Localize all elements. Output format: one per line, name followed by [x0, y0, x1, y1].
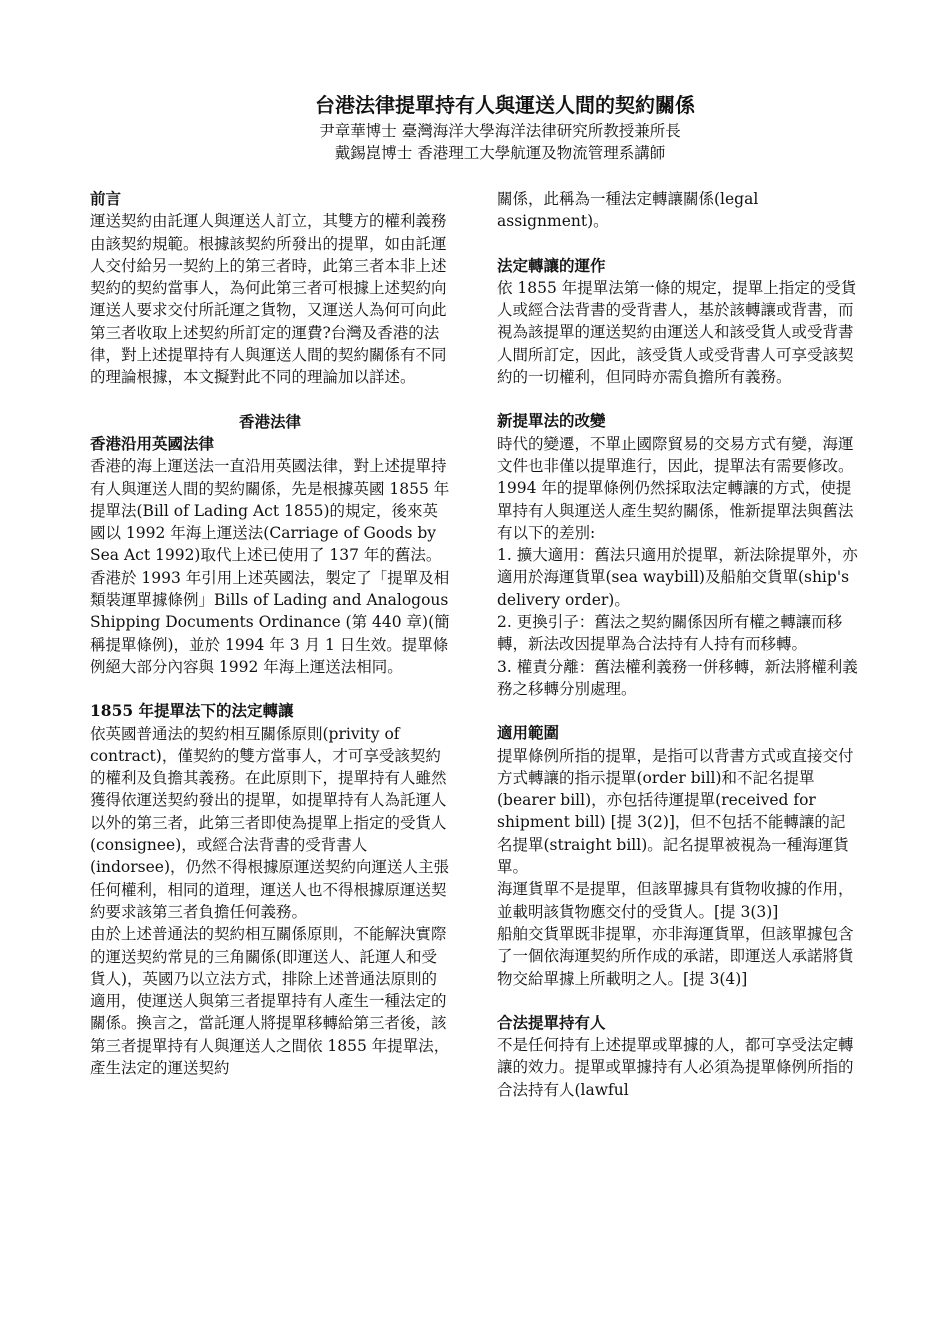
- paragraph-lawful-holder: 不是任何持有上述提單或單據的人，都可享受法定轉讓的效力。提單或單據持有人必須為提單條例所指的合法持有人(lawful: [497, 1036, 854, 1099]
- right-column: [497, 188, 859, 1101]
- subheading-1855-act: 1855 年提單法下的法定轉讓: [90, 701, 294, 721]
- list-item: 3. 權責分離：舊法權利義務一併移轉，新法將權利義務之移轉分別處理。: [497, 657, 858, 698]
- subheading-scope: 適用範圍: [497, 723, 560, 743]
- list-item: 1. 擴大適用：舊法只適用於提單，新法除提單外，亦適用於海運貨單(sea waybill)及船舶交貨單(ship's delivery order)。: [497, 546, 858, 609]
- paragraph-scope-2: 海運貨單不是提單，但該單據具有貨物收據的作用，並載明該貨物應交付的受貨人。[提 3(3)]: [497, 880, 854, 921]
- author-line-2: 戴錫崑博士 香港理工大學航運及物流管理系講師: [334, 144, 666, 162]
- paragraph-scope-1: 提單條例所指的提單，是指可以背書方式或直接交付方式轉讓的指示提單(order bill)和不記名提單(bearer bill)，亦包括待運提單(received for shipment bill) [提 3(2)]，但不包括不能轉讓的記名提單(straight bill)。記名提單被視為一種海運貨單。: [497, 746, 854, 877]
- paragraph-foreword: 運送契約由託運人與運送人訂立，其雙方的權利義務由該契約規範。根據該契約所發出的提單，如由託運人交付給另一契約上的第三者時，此第三者本非上述契約的契約當事人，為何此第三者可根據上述契約向運送人要求交付所託運之貨物，又運送人為何可向此第三者收取上述契約所訂定的運費?台灣及香港的法律，對上述提單持有人與運送人間的契約關係有不同的理論根據，本文擬對此不同的理論加以詳述。: [90, 212, 447, 387]
- paragraph-hk-2: 香港於 1993 年引用上述英國法，製定了「提單及相類裝運單據條例」Bills of Lading and Analogous Shipping Documents Ordinance (第 440 章)(簡稱提單條例)，並於 1994 年 3 月 1 日生效。提單條例絕大部分內容與 1992 年海上運送法相同。: [90, 568, 450, 676]
- document-header: [0, 90, 950, 164]
- paragraph-scope-3: 船舶交貨單既非提單，亦非海運貨單，但該單據包含了一個依海運契約所作成的承諾，即運送人承諾將貨物交給單據上所載明之人。[提 3(4)]: [497, 924, 854, 988]
- paragraph-new-act-1: 時代的變遷，不單止國際貿易的交易方式有變，海運文件也非僅以提單進行，因此，提單法有需要修改。: [497, 434, 854, 475]
- paragraph-hk-1: 香港的海上運送法一直沿用英國法律，對上述提單持有人與運送人間的契約關係，先是根據英國 1855 年提單法(Bill of Lading Act 1855)的規定，後來英國以 1992 年海上運送法(Carriage of Goods by Sea Act 1992)取代上述已使用了 137 年的舊法。: [90, 457, 450, 565]
- section-heading-hk-law: 香港法律: [238, 411, 301, 431]
- paragraph-new-act-2: 1994 年的提單條例仍然採取法定轉讓的方式，使提單持有人與運送人產生契約關係，惟新提單法與舊法有以下的差別:: [497, 479, 854, 542]
- subheading-statutory-transfer: 法定轉讓的運作: [497, 255, 606, 275]
- paragraph-continued: 關係，此稱為一種法定轉讓關係(legal assignment)。: [497, 190, 759, 231]
- list-item: 2. 更換引子：舊法之契約關係因所有權之轉讓而移轉，新法改因提單為合法持有人持有而移轉。: [497, 613, 843, 654]
- paragraph-1855-2: 由於上述普通法的契約相互關係原則，不能解決實際的運送契約常見的三角關係(即運送人、託運人和受貨人)，英國乃以立法方式，排除上述普通法原則的適用，使運送人與第三者提單持有人產生一種法定的關係。換言之，當託運人將提單移轉給第三者後，該第三者提單持有人與運送人之間依 1855 年提單法，產生法定的運送契約: [90, 925, 450, 1077]
- paragraph-1855-1: 依英國普通法的契約相互關係原則(privity of contract)，僅契約的雙方當事人，才可享受該契約的權利及負擔其義務。在此原則下，提單持有人雖然獲得依運送契約發出的提單，如提單持有人為託運人以外的第三者，此第三者即使為提單上指定的受貨人(consignee)，或經合法背書的受背書人(indorsee)，仍然不得根據原運送契約向運送人主張任何權利，相同的道理，運送人也不得根據原運送契約要求該第三者負擔任何義務。: [90, 724, 449, 921]
- section-heading-foreword: 前言: [90, 189, 122, 208]
- subheading-hk-english-law: 香港沿用英國法律: [90, 433, 215, 453]
- left-column: [90, 188, 450, 1079]
- author-line-1: 尹章華博士 臺灣海洋大學海洋法律研究所教授兼所長: [319, 122, 681, 140]
- page-title: 台港法律提單持有人與運送人間的契約關係: [315, 93, 695, 117]
- subheading-lawful-holder: 合法提單持有人: [497, 1012, 606, 1032]
- paragraph-statutory-transfer: 依 1855 年提單法第一條的規定，提單上指定的受貨人或經合法背書的受背書人，基於該轉讓或背書，而視為該提單的運送契約由運送人和該受貨人或受背書人間所訂定，因此，該受貨人或受背書人可享受該契約的一切權利，但同時亦需負擔所有義務。: [497, 278, 857, 387]
- subheading-new-act-changes: 新提單法的改變: [497, 411, 606, 431]
